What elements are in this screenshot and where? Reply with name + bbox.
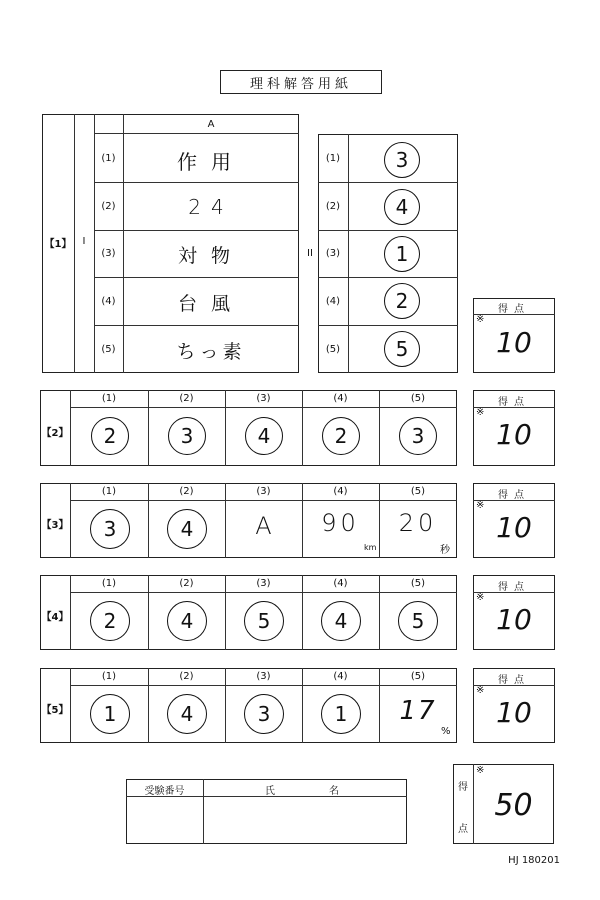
q5-answer-1: 1 [90,694,130,734]
q5-head-5: (5) [410,671,426,682]
q3-answer-3: A [255,512,272,540]
q1-ii-row2-choice: 4 [384,189,420,225]
q2-answer-5: 3 [399,417,437,455]
total-mark: ※ [476,765,485,776]
q2-head-2: (2) [179,393,194,404]
q5-answer-3: 3 [244,694,284,734]
q1-part1-label: I [82,236,86,247]
q3-score-value: 10 [496,511,532,544]
total-label-bottom: 点 [458,824,468,835]
q2-score-mark: ※ [476,407,485,418]
q1-row1-answer: 作用 [177,150,245,174]
name-field[interactable] [204,797,406,843]
total-label-top: 得 [458,782,468,793]
q3-answer-4: 90 [321,509,360,537]
q5-answer-4: 1 [321,694,361,734]
q4-label: 【4】 [41,612,69,623]
q5-score-value: 10 [496,696,532,729]
q4-head-3: (3) [256,578,271,589]
q5-score-mark: ※ [476,685,485,696]
q1-ii-row1-num: (1) [325,153,341,164]
q1-ii-row5-num: (5) [325,344,341,355]
q3-head-4: (4) [333,486,348,497]
q4-head-5: (5) [410,578,426,589]
q1-row5-answer: ちっ素 [176,341,246,363]
q4-head-2: (2) [179,578,194,589]
q2-head-3: (3) [256,393,271,404]
q3-unit-5: 秒 [440,545,450,556]
q4-head-1: (1) [101,578,117,589]
q5-unit-5: % [441,726,451,737]
q1-score-label: 得点 [498,304,530,315]
q5-answer-5: 17 [399,696,437,726]
q2-answer-4: 2 [322,417,360,455]
q1-ii-row2-num: (2) [325,201,341,212]
q1-row3-answer: 対物 [177,245,244,267]
q5-head-1: (1) [101,671,117,682]
q4-answer-1: 2 [90,601,130,641]
q1-ii-row5-choice: 5 [384,331,420,367]
q3-label: 【3】 [41,520,69,531]
q5-head-3: (3) [256,671,271,682]
q2-answer-1: 2 [91,417,129,455]
q5-head-2: (2) [179,671,194,682]
q1-ii-row4-choice: 2 [384,283,420,319]
q3-answer-5: 20 [398,509,438,537]
q5-answer-2: 4 [167,694,207,734]
q1-row1-num: (1) [101,153,116,164]
q4-score-mark: ※ [476,592,485,603]
q4-answer-2: 4 [167,601,207,641]
q4-score-label: 得点 [498,582,530,593]
q1-score-mark: ※ [476,314,485,325]
name-label: 氏 名 [265,786,345,797]
sheet-code: HJ 180201 [508,855,560,866]
q1-ii-row3-choice: 1 [384,236,420,272]
exam-number-field[interactable] [127,797,202,843]
q1-row4-answer: 台風 [177,293,244,315]
q2-score-label: 得点 [498,397,530,408]
q2-label: 【2】 [41,428,69,439]
q1-col-a-header: A [207,119,215,130]
q1-row2-answer: 24 [188,195,234,219]
q1-score-value: 10 [496,326,532,359]
q4-answer-5: 5 [398,601,438,641]
q2-answer-2: 3 [168,417,206,455]
q4-answer-3: 5 [244,601,284,641]
q3-head-5: (5) [410,486,426,497]
q3-answer-2: 4 [167,509,207,549]
q3-head-3: (3) [256,486,271,497]
q3-answer-1: 3 [90,509,130,549]
q2-head-1: (1) [101,393,117,404]
q1-row3-num: (3) [101,248,116,259]
exam-number-label: 受験番号 [144,786,185,797]
q3-score-mark: ※ [476,500,485,511]
q5-head-4: (4) [333,671,348,682]
q5-label: 【5】 [41,705,69,716]
q1-ii-row1-choice: 3 [384,142,420,178]
q1-ii-row4-num: (4) [325,296,341,307]
q4-score-value: 10 [496,603,532,636]
q3-head-2: (2) [179,486,194,497]
q3-score-label: 得点 [498,490,530,501]
total-score-value: 50 [494,788,533,823]
q1-label: 【1】 [44,239,72,250]
q1-ii-row3-num: (3) [325,248,341,259]
q4-answer-4: 4 [321,601,361,641]
q2-head-5: (5) [410,393,426,404]
q1-part2-label: II [307,248,313,259]
q2-answer-3: 4 [245,417,283,455]
q3-unit-4: km [364,543,377,552]
q1-row5-num: (5) [101,344,116,355]
q3-head-1: (1) [101,486,117,497]
q2-head-4: (4) [333,393,348,404]
sheet-title: 理科解答用紙 [220,70,382,94]
q4-head-4: (4) [333,578,348,589]
q2-score-value: 10 [496,418,532,451]
q1-row4-num: (4) [101,296,116,307]
q5-score-label: 得点 [498,675,530,686]
q1-row2-num: (2) [101,201,116,212]
